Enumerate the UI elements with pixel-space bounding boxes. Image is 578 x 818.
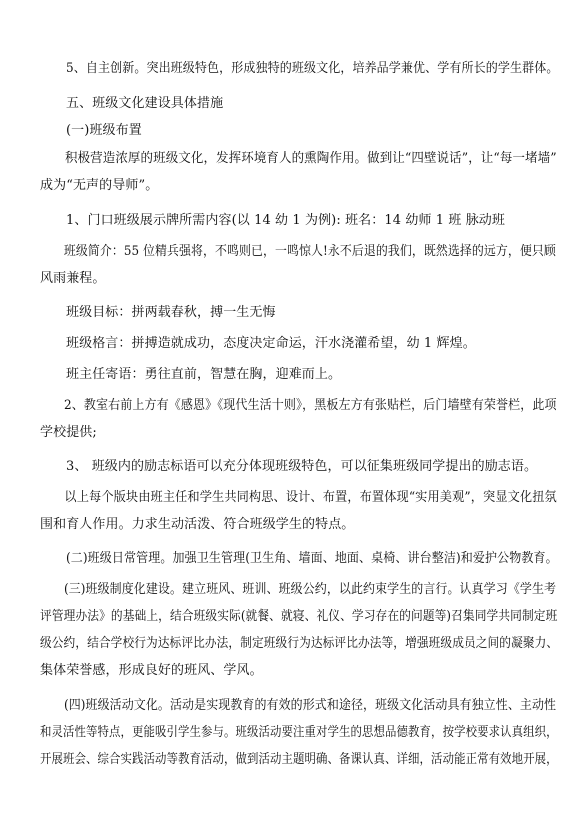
subheading-class-layout	[66, 117, 558, 144]
paragraph-rules-system	[40, 576, 558, 684]
paragraph-board-design	[40, 484, 558, 538]
text-line: 1、门口班级展示牌所需内容(以 14 幼 1 为例): 班名：14 幼师 1 班 脉动班	[66, 213, 506, 228]
text-line: 5、自主创新。突出班级特色，形成独特的班级文化，培养品学兼优、学有所长的学生群体。	[66, 61, 559, 76]
paragraph-teacher-message	[66, 361, 558, 388]
text-line: 级公约，结合学校行为达标评比办法，制定班级行为达标评比办法等，增强班级成员之间的凝聚力、	[40, 636, 559, 651]
paragraph-self-innovation	[66, 55, 558, 82]
text-line: 开展班会、综合实践活动等教育活动，做到活动主题明确、备课认真、详细，活动能正常有效地开展，	[40, 752, 558, 767]
text-line: 2、教室右前上方有《感恩》《现代生活十则》，黑板左方有张贴栏，后门墙壁有荣誉栏，此项	[64, 398, 557, 413]
text-line: 五、班级文化建设具体措施	[66, 96, 224, 111]
paragraph-daily-management	[66, 545, 558, 572]
text-line: 评管理办法》的基础上，结合班级实际(就餐、就寝、礼仪、学习存在的问题等)召集同学共同制定班	[40, 609, 558, 624]
paragraph-class-goal	[66, 299, 558, 326]
text-line: (四)班级活动文化。活动是实现教育的有效的形式和途径，班级文化活动具有独立性、主动性	[63, 698, 557, 713]
text-line: 风雨兼程。	[40, 271, 106, 286]
text-line: 集体荣誉感，形成良好的班风、学风。	[40, 663, 263, 678]
text-line: (一)班级布置	[66, 123, 142, 138]
text-line: 学校提供;	[40, 425, 97, 440]
text-line: 和灵活性等特点，更能吸引学生参与。班级活动要注重对学生的思想品德教育，按学校要求认真组织，	[40, 725, 558, 740]
paragraph-class-intro	[40, 238, 558, 292]
text-line: 3、 班级内的励志标语可以充分体现班级特色，可以征集班级同学提出的励志语。	[66, 459, 538, 474]
text-line: 班主任寄语：勇往直前，智慧在胸，迎难而上。	[66, 367, 342, 382]
section-heading-5	[66, 90, 558, 117]
paragraph-class-motto	[66, 330, 558, 357]
paragraph-class-activities	[40, 692, 558, 773]
text-line: 班级简介：55 位精兵强将，不鸣则已，一鸣惊人!永不后退的我们，既然选择的远方，便只顾	[63, 244, 556, 259]
text-line: 围和育人作用。力求生动活泼、符合班级学生的特点。	[40, 517, 355, 532]
paragraph-classroom-walls	[40, 392, 558, 446]
paragraph-slogans	[66, 453, 558, 480]
paragraph-door-display	[66, 207, 558, 234]
text-line: 积极营造浓厚的班级文化，发挥环境育人的熏陶作用。做到让“四壁说话”，让“每一堵墙”	[64, 151, 557, 166]
text-line: 班级格言：拼搏造就成功，态度决定命运，汗水浇灌希望，幼 1 辉煌。	[66, 336, 476, 351]
text-line: 班级目标：拼两载春秋，搏一生无悔	[66, 305, 276, 320]
paragraph-culture-atmosphere	[40, 145, 558, 199]
text-line: (三)班级制度化建设。建立班风、班训、班级公约，以此约束学生的言行。认真学习《学生考	[63, 582, 557, 597]
text-line: (二)班级日常管理。加强卫生管理(卫生角、墙面、地面、桌椅、讲台整洁)和爱护公物教育。	[66, 551, 558, 566]
text-line: 成为“无声的导师”。	[40, 178, 159, 193]
text-line: 以上每个版块由班主任和学生共同构思、设计、布置，布置体现“实用美观”，突显文化扭氛	[64, 490, 557, 505]
